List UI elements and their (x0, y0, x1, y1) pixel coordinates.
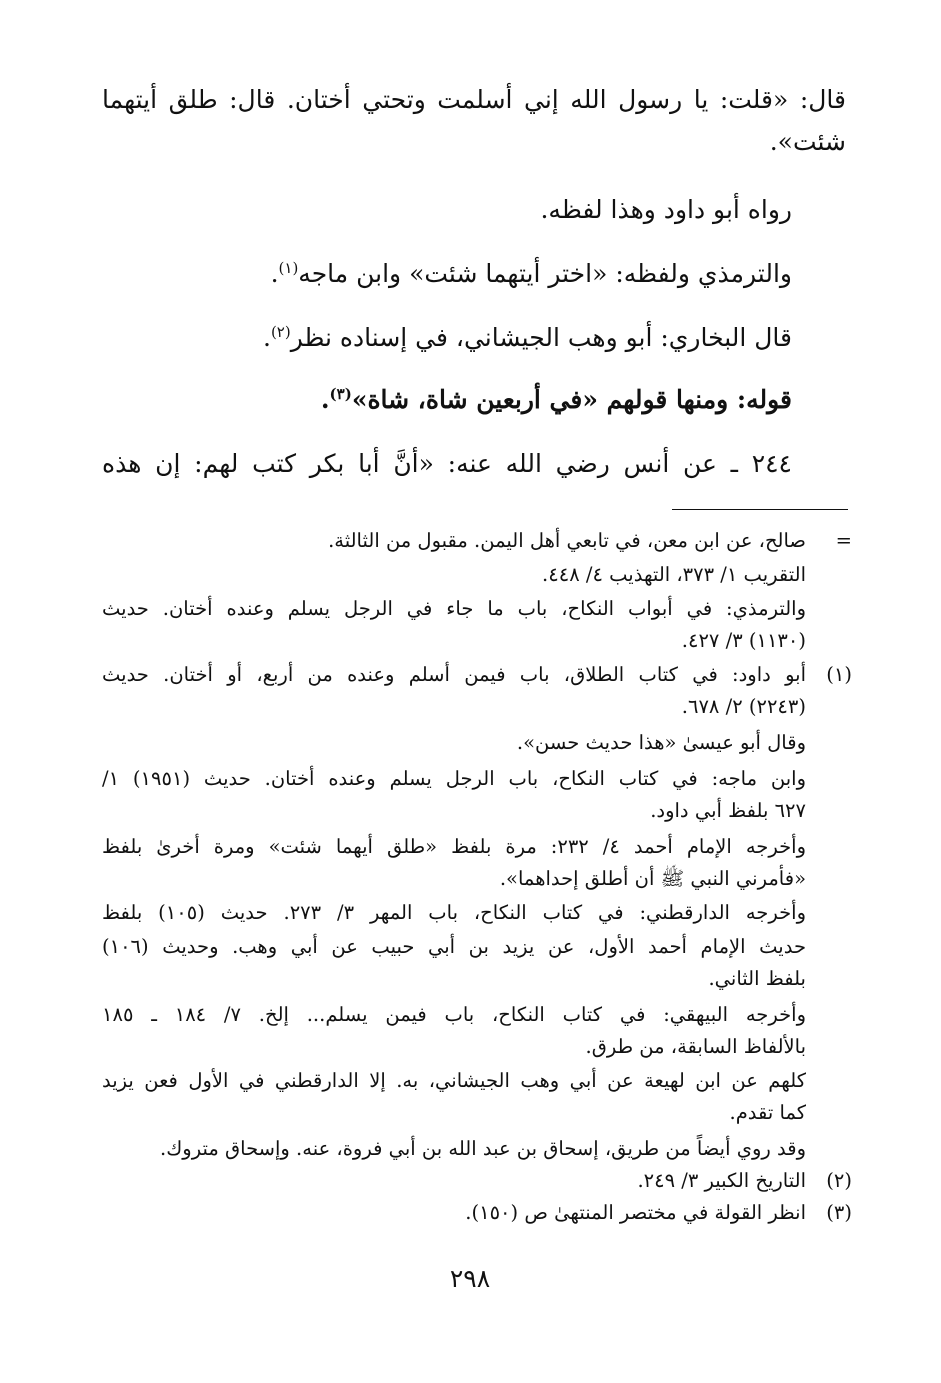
footnote-1-line-13: كلهم عن ابن لهيعة عن أبي وهب الجيشاني، به. إلا الدارقطني في الأول فعن يزيد (102, 1069, 806, 1092)
page-number: ٢٩٨ (449, 1264, 491, 1293)
footnote-1-line-5: ٦٢٧ بلفظ أبي داود. (650, 799, 806, 822)
footnote-continuation-marker: = (835, 529, 852, 552)
footnote-0-line-3: والترمذي: في أبواب النكاح، باب ما جاء في الرجل يسلم وعنده أختان. حديث (102, 597, 806, 620)
footnote-0-line-2: التقريب ١/ ٣٧٣، التهذيب ٤/ ٤٤٨. (542, 563, 806, 586)
footnote-1-line-9: حديث الإمام أحمد الأول، عن يزيد بن أبي حبيب عن أبي وهب. وحديث (١٠٦) (102, 935, 806, 958)
footnote-1-line-10: بلفظ الثاني. (708, 967, 806, 990)
footnote-1-line-4: وابن ماجه: في كتاب النكاح، باب الرجل يسلم وعنده أختان. حديث (١٩٥١) ١/ (102, 767, 806, 790)
footnote-1-marker: (١) (826, 663, 852, 686)
footnote-ref-2[interactable]: (٢) (270, 323, 291, 341)
footnote-1-line-11: وأخرجه البيهقي: في كتاب النكاح، باب فيمن يسلم... إلخ. ٧/ ١٨٤ ـ ١٨٥ (102, 1003, 806, 1026)
footnote-3-marker: (٣) (826, 1201, 852, 1224)
footnote-ref-3[interactable]: (٣) (329, 385, 352, 403)
footnote-1-line-6: وأخرجه الإمام أحمد ٤/ ٢٣٢: مرة بلفظ «طلق أيهما شئت» ومرة أخرىٰ بلفظ (102, 835, 806, 858)
main-text-line-6-body: قوله: ومنها قولهم «في أربعين شاة، شاة» (351, 385, 792, 414)
footnote-2-marker: (٢) (826, 1169, 852, 1192)
footnote-1-line-8: وأخرجه الدارقطني: في كتاب النكاح، باب المهر ٣/ ٢٧٣. حديث (١٠٥) بلفظ (102, 901, 806, 924)
main-text-line-4-body: والترمذي ولفظه: «اختر أيتهما شئت» وابن ماجه (298, 259, 792, 288)
main-text-line-5-period: . (262, 323, 271, 352)
footnote-2-text: التاريخ الكبير ٣/ ٢٤٩. (637, 1169, 806, 1192)
footnote-1-line-3: وقال أبو عيسىٰ «هذا حديث حسن». (516, 731, 806, 754)
main-text-line-6 (102, 380, 792, 422)
main-text-line-5-body: قال البخاري: أبو وهب الجيشاني، في إسناده نظر (290, 323, 792, 352)
main-text-line-4-period: . (270, 259, 279, 288)
footnote-1-line-15: وقد روي أيضاً من طريق، إسحاق بن عبد الله بن أبي فروة، عنه. وإسحاق متروك. (160, 1137, 806, 1160)
main-text-line-6-period: . (320, 385, 330, 414)
main-text-line-4 (102, 254, 792, 296)
footnote-1-line-12: بالألفاظ السابقة، من طرق. (585, 1035, 806, 1058)
footnote-1-line-1: أبو داود: في كتاب الطلاق، باب فيمن أسلم وعنده من أربع، أو أختان. حديث (102, 663, 806, 686)
main-text-line-7: ٢٤٤ ـ عن أنس رضي الله عنه: «أنَّ أبا بكر كتب لهم: إن هذه (102, 449, 792, 478)
main-text-line-1: قال: «قلت: يا رسول الله إني أسلمت وتحتي أختان. قال: طلق أيتهما (102, 85, 846, 114)
footnote-1-line-14: كما تقدم. (729, 1101, 806, 1124)
footnote-ref-1[interactable]: (١) (278, 259, 299, 277)
main-text-line-5 (102, 318, 792, 360)
footnote-1-line-2: (٢٢٤٣) ٢/ ٦٧٨. (681, 695, 806, 718)
footnote-0-line-1: صالح، عن ابن معن، في تابعي أهل اليمن. مقبول من الثالثة. (328, 529, 806, 552)
footnote-separator (672, 509, 848, 510)
footnote-3-text: انظر القولة في مختصر المنتهىٰ ص (١٥٠). (465, 1201, 806, 1224)
main-text-line-2: شئت». (769, 127, 846, 156)
main-text-line-3: رواه أبو داود وهذا لفظه. (540, 195, 792, 224)
footnote-1-line-7: «فأمرني النبي ﷺ أن أطلق إحداهما». (499, 867, 806, 890)
footnote-0-line-4: (١١٣٠) ٣/ ٤٢٧. (681, 629, 806, 652)
